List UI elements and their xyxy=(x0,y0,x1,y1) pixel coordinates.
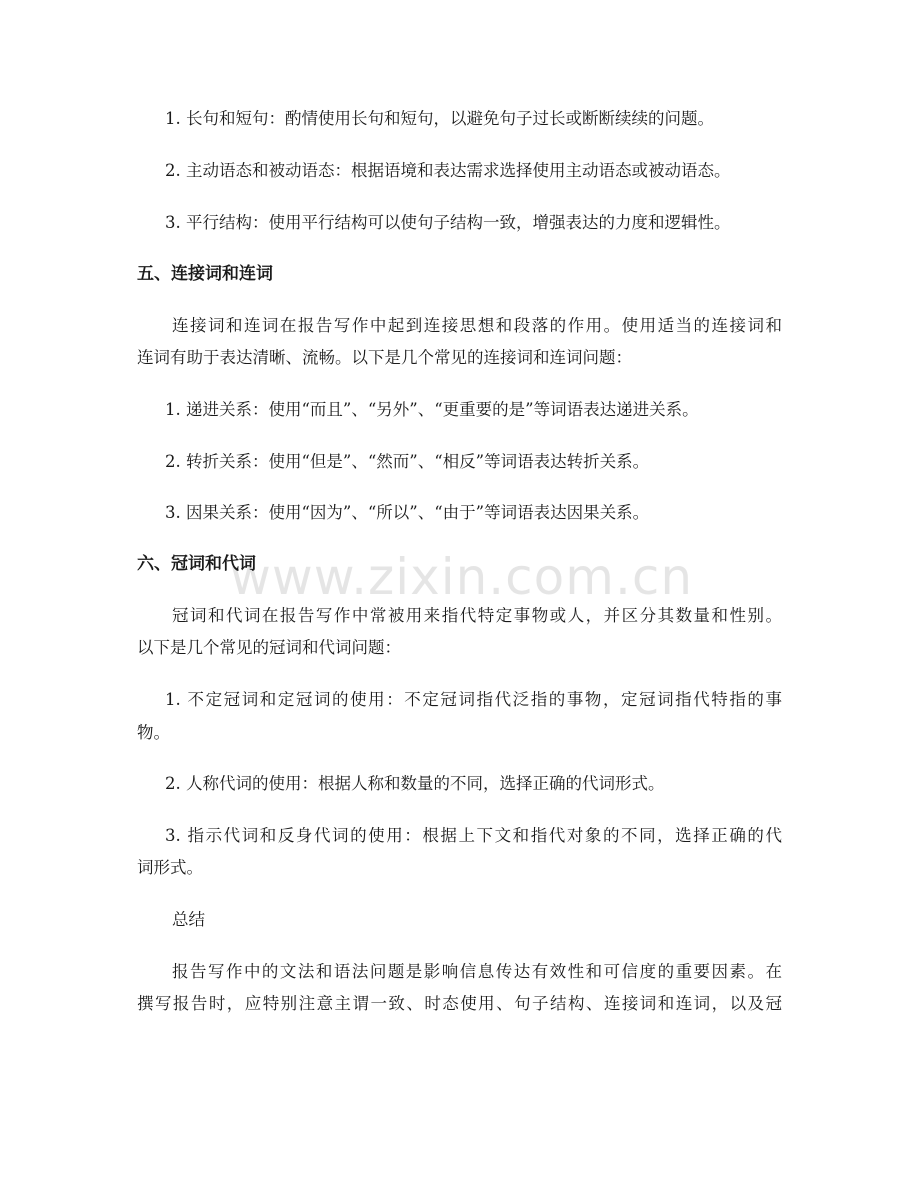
list-item: 2. 主动语态和被动语态：根据语境和表达需求选择使用主动语态或被动语态。 xyxy=(165,161,731,180)
section-heading: 六、冠词和代词 xyxy=(137,554,256,574)
list-item: 3. 因果关系：使用“因为”、“所以”、“由于”等词语表达因果关系。 xyxy=(165,503,650,522)
paragraph-line: 冠词和代词在报告写作中常被用来指代特定事物或人，并区分其数量和性别。 xyxy=(172,606,782,625)
list-item: 3. 平行结构：使用平行结构可以使句子结构一致，增强表达的力度和逻辑性。 xyxy=(165,213,731,232)
section-heading: 五、连接词和连词 xyxy=(137,264,273,284)
paragraph-line: 连词有助于表达清晰、流畅。以下是几个常见的连接词和连词问题： xyxy=(137,348,632,367)
paragraph-line: 撰写报告时，应特别注意主谓一致、时态使用、句子结构、连接词和连词，以及冠 xyxy=(137,994,782,1013)
paragraph-line: 连接词和连词在报告写作中起到连接思想和段落的作用。使用适当的连接词和 xyxy=(172,316,782,335)
watermark: www.zixin.com.cn xyxy=(230,548,694,606)
list-item: 3. 指示代词和反身代词的使用：根据上下文和指代对象的不同，选择正确的代 xyxy=(165,826,782,845)
paragraph-line: 报告写作中的文法和语法问题是影响信息传达有效性和可信度的重要因素。在 xyxy=(172,962,782,981)
list-item: 1. 长句和短句：酌情使用长句和短句，以避免句子过长或断断续续的问题。 xyxy=(165,109,714,128)
list-item: 1. 不定冠词和定冠词的使用：不定冠词指代泛指的事物，定冠词指代特指的事 xyxy=(165,690,782,709)
list-item-continuation: 物。 xyxy=(137,723,170,742)
list-item-continuation: 词形式。 xyxy=(137,858,203,877)
paragraph-line: 以下是几个常见的冠词和代词问题： xyxy=(137,638,401,657)
list-item: 2. 转折关系：使用“但是”、“然而”、“相反”等词语表达转折关系。 xyxy=(165,452,650,471)
summary-title: 总结 xyxy=(172,910,205,929)
list-item: 1. 递进关系：使用“而且”、“另外”、“更重要的是”等词语表达递进关系。 xyxy=(165,400,699,419)
list-item: 2. 人称代词的使用：根据人称和数量的不同，选择正确的代词形式。 xyxy=(165,774,665,793)
